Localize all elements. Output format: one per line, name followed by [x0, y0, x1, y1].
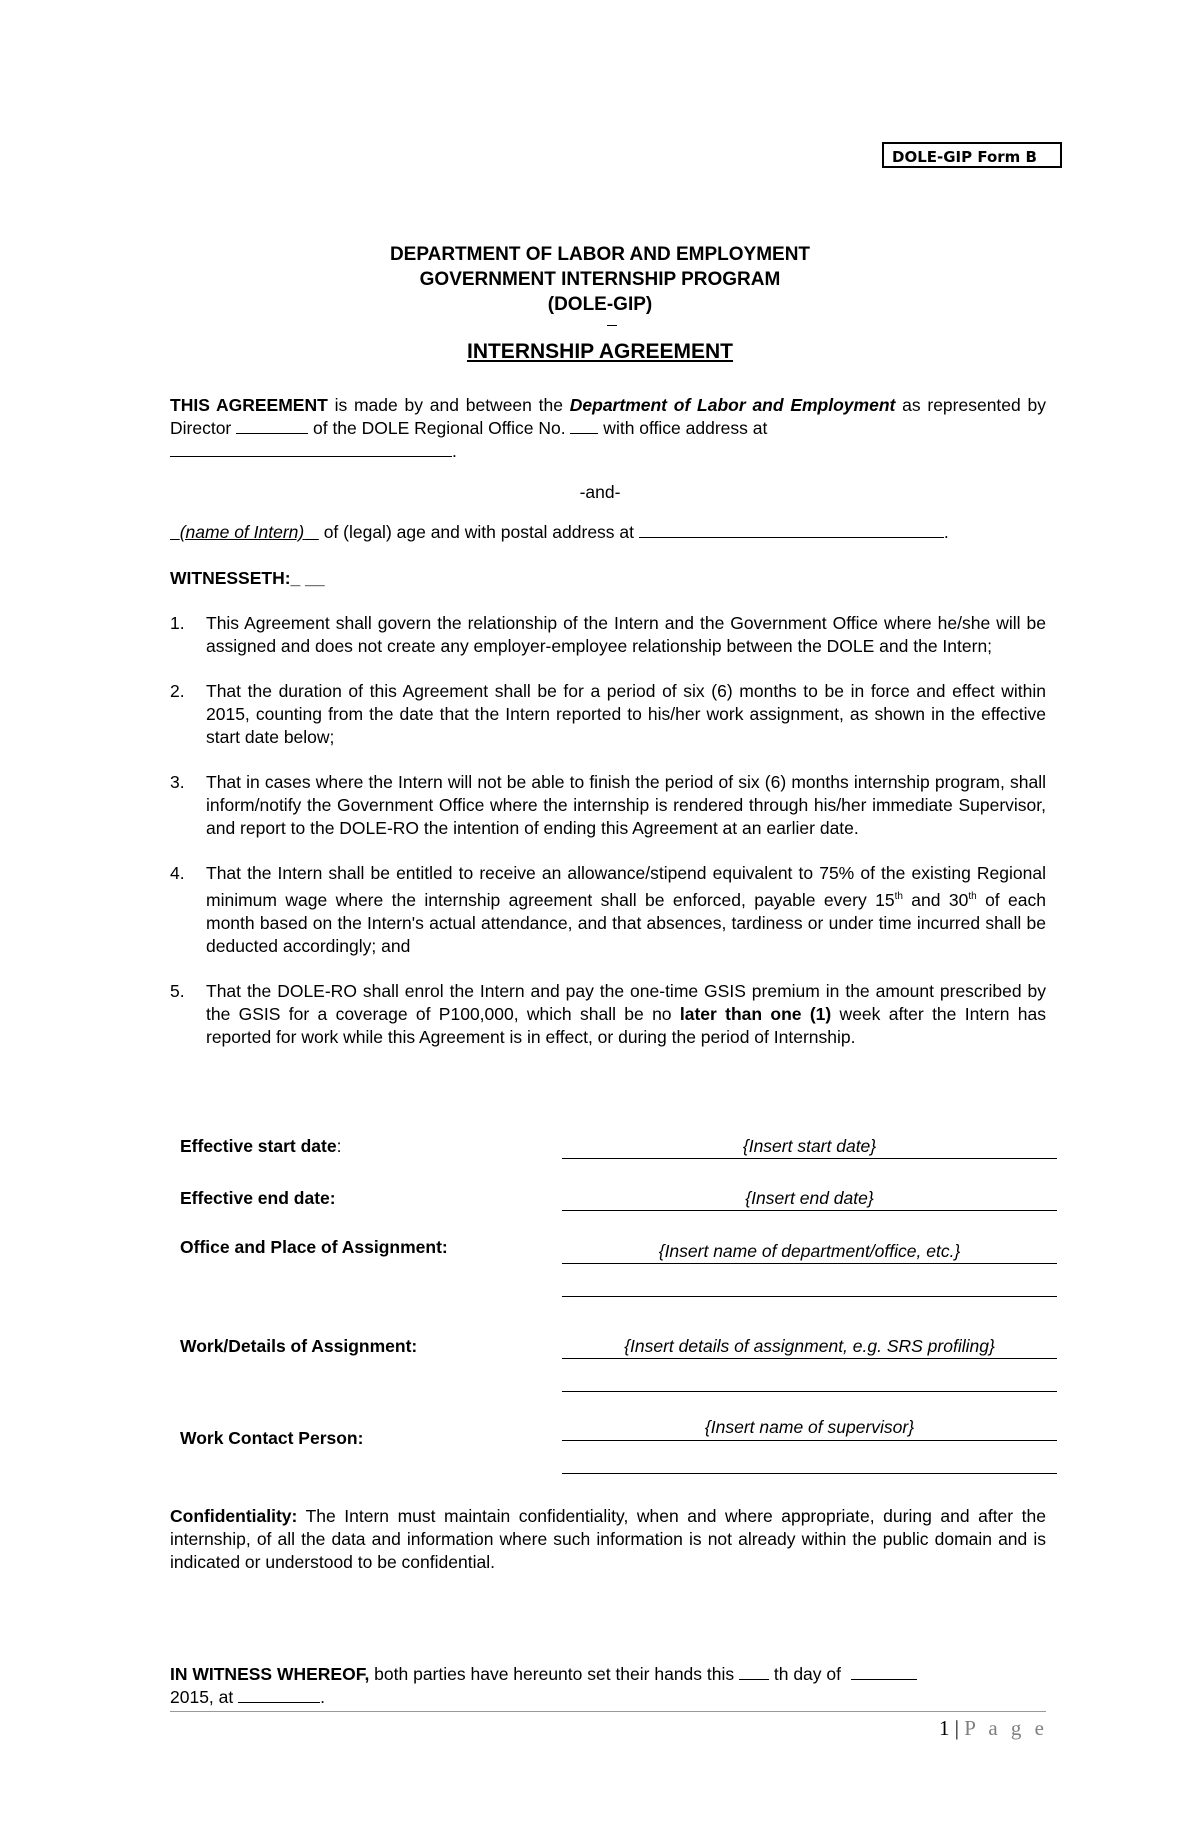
witness-paragraph: IN WITNESS WHEREOF, both parties have hereunto set their hands this th day of 2015, at . — [170, 1663, 1046, 1709]
page-number: 1 | P a g e — [938, 1716, 1048, 1740]
intro-lead: THIS AGREEMENT — [170, 395, 328, 415]
intro-text-4: with office address at — [598, 418, 768, 438]
start-date-line — [562, 1158, 1057, 1159]
intro-text-1: is made by and between the — [327, 395, 570, 415]
contact-line-2 — [562, 1473, 1057, 1474]
contact-label: Work Contact Person: — [180, 1428, 364, 1448]
intro-dept: Department of Labor and Employment — [569, 395, 896, 415]
postal-address-blank — [639, 523, 944, 538]
confidentiality-paragraph: Confidentiality: The Intern must maintain confidentiality, when and where appropriate, during and after the internship, of all the data and information where such information is not already within the public domain and is indicated or understood to be confidential. — [170, 1506, 1046, 1572]
intern-paragraph: (name of Intern) of (legal) age and with postal address at . — [179, 522, 949, 542]
work-line-2 — [562, 1391, 1057, 1392]
end-date-line — [562, 1210, 1057, 1211]
witness-lead: IN WITNESS WHEREOF, — [170, 1664, 370, 1684]
start-date-field[interactable]: {Insert start date} — [742, 1136, 877, 1156]
header-line-2: GOVERNMENT INTERNSHIP PROGRAM — [419, 269, 781, 290]
intern-text: of (legal) age and with postal address at — [318, 522, 639, 542]
work-field[interactable]: {Insert details of assignment, e.g. SRS profiling} — [624, 1336, 995, 1356]
intro-text-2: as represented by Director — [170, 395, 1047, 438]
clauses-list — [170, 612, 1046, 1071]
contact-line-1 — [562, 1440, 1057, 1441]
header-line-1: DEPARTMENT OF LABOR AND EMPLOYMENT — [389, 244, 811, 265]
and-separator: -and- — [579, 482, 621, 502]
document-title: INTERNSHIP AGREEMENT — [466, 340, 734, 363]
list-item: 2. That the duration of this Agreement shall be for a period of six (6) months to be in force and effect within 2015, counting from the date that the Intern reported to his/her work assignment, as shown in the effective start date below; — [170, 681, 1046, 747]
document-header — [0, 242, 1200, 317]
form-label-box: DOLE-GIP Form B — [882, 142, 1062, 168]
header-line-3: (DOLE-GIP) — [547, 294, 653, 315]
confidentiality-label: Confidentiality: — [170, 1506, 298, 1526]
list-item: 4. That the Intern shall be entitled to receive an allowance/stipend equivalent to 75% of the existing Regional minimum wage where the internship agreement shall be enforced, payable every 15th and 30th of each month based on the Intern's actual attendance, and that absences, tardiness or under time incurred shall be deducted accordingly; and — [170, 863, 1046, 956]
office-field[interactable]: {Insert name of department/office, etc.} — [658, 1241, 961, 1261]
region-blank — [570, 419, 598, 434]
intro-paragraph: THIS AGREEMENT is made by and between the Department of Labor and Employment as represented by Director of the DOLE Regional Office No. with office address at . — [170, 395, 1047, 461]
witnesseth-heading: WITNESSETH:_ __ — [170, 568, 325, 588]
end-date-field[interactable]: {Insert end date} — [745, 1188, 874, 1208]
list-item: 3. That in cases where the Intern will not be able to finish the period of six (6) months internship program, shall inform/notify the Government Office where the internship is rendered through his/her immediate Supervisor, and report to the DOLE-RO the intention of ending this Agreement at an earlier date. — [170, 772, 1046, 838]
list-item: 1. This Agreement shall govern the relationship of the Intern and the Government Office where he/she will be assigned and does not create any employer-employee relationship between the DOLE and the Intern; — [170, 613, 1046, 656]
intern-name-placeholder: (name of Intern) — [179, 522, 305, 542]
work-line-1 — [562, 1358, 1057, 1359]
office-line-2 — [562, 1296, 1057, 1297]
director-blank — [236, 419, 308, 434]
office-label: Office and Place of Assignment: — [180, 1237, 448, 1257]
place-blank — [238, 1688, 320, 1703]
office-address-blank — [170, 442, 452, 457]
day-blank — [739, 1665, 769, 1680]
footer-divider — [170, 1711, 1046, 1712]
list-item: 5. That the DOLE-RO shall enrol the Intern and pay the one-time GSIS premium in the amount prescribed by the GSIS for a coverage of P100,000, which shall be no later than one (1) week after the Intern has reported for work while this Agreement is in effect, or during the period of Internship. — [170, 980, 1046, 1047]
header-dash — [607, 325, 617, 326]
work-label: Work/Details of Assignment: — [180, 1336, 418, 1356]
end-date-label: Effective end date: — [180, 1188, 336, 1208]
start-date-label: Effective start date: — [180, 1136, 342, 1156]
office-line-1 — [562, 1263, 1057, 1264]
contact-field[interactable]: {Insert name of supervisor} — [704, 1417, 915, 1437]
intro-text-3: of the DOLE Regional Office No. — [308, 418, 571, 438]
month-blank — [851, 1665, 917, 1680]
